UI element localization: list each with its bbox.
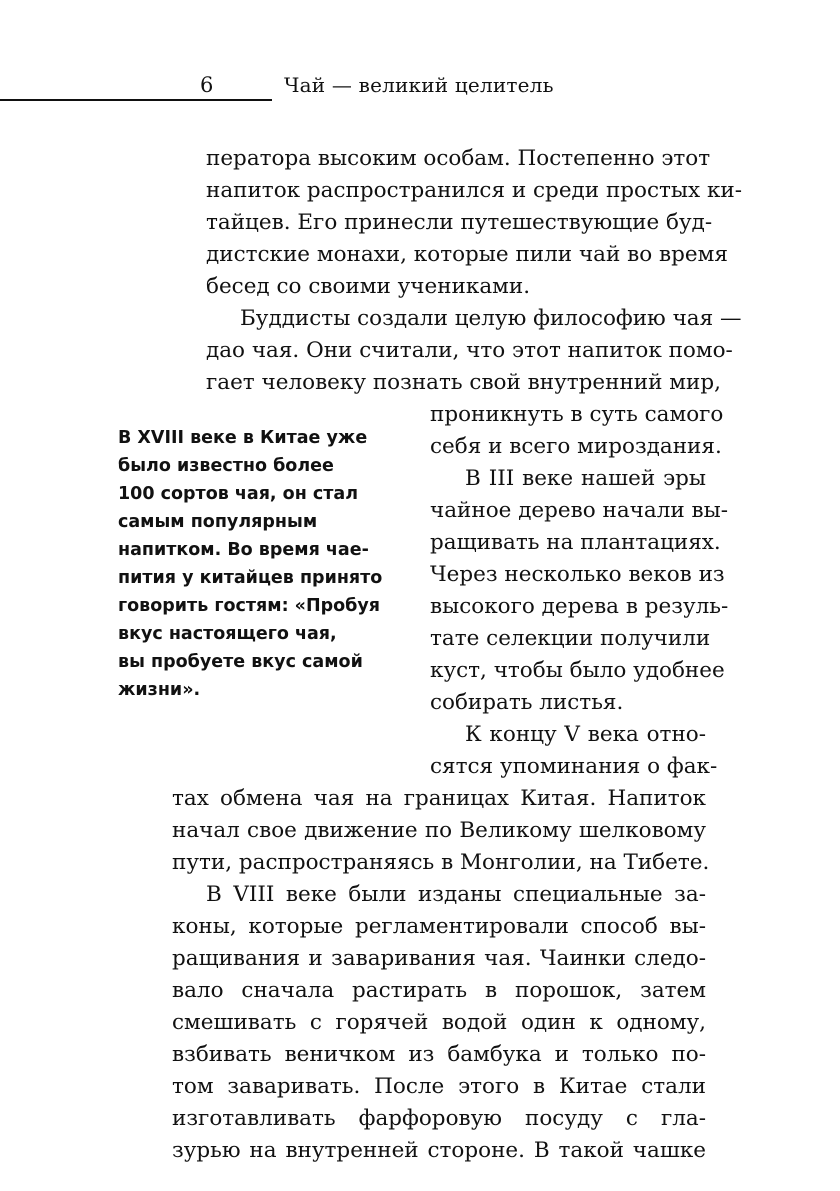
- header-rule: [0, 99, 272, 101]
- sidebar-line: вкус настоящего чая,: [118, 624, 337, 644]
- running-title: Чай — великий целитель: [284, 73, 554, 97]
- body-line: высокого дерева в резуль-: [430, 594, 729, 619]
- body-line: К концу V века отно-: [465, 722, 706, 747]
- body-line: коны, которые регламентировали способ вы-: [172, 914, 706, 939]
- sidebar-line: напитком. Во время чае-: [118, 540, 369, 560]
- body-line: пути, распространяясь в Монголии, на Тибете.: [172, 850, 710, 875]
- body-line: Через несколько веков из: [430, 562, 725, 587]
- body-line: дао чая. Они считали, что этот напиток помо-: [206, 338, 733, 363]
- body-line: смешивать с горячей водой один к одному,: [172, 1010, 706, 1035]
- body-line: напиток распространился и среди простых ки-: [206, 178, 743, 203]
- body-line: тате селекции получили: [430, 626, 711, 651]
- body-line: взбивать веничком из бамбука и только по-: [172, 1042, 706, 1067]
- body-line: проникнуть в суть самого: [430, 402, 724, 427]
- body-line: чайное дерево начали вы-: [430, 498, 729, 523]
- body-line: гает человеку познать свой внутренний мир,: [206, 370, 721, 395]
- body-line: дистские монахи, которые пили чай во время: [206, 242, 728, 267]
- body-line: ращивать на плантациях.: [430, 530, 721, 555]
- body-line: себя и всего мироздания.: [430, 434, 722, 459]
- sidebar-line: было известно более: [118, 456, 334, 476]
- body-line: сятся упоминания о фак-: [430, 754, 718, 779]
- body-line: том заваривать. После этого в Китае стали: [172, 1074, 706, 1099]
- sidebar-line: В XVIII веке в Китае уже: [118, 428, 368, 448]
- sidebar-line: жизни».: [118, 680, 201, 700]
- sidebar-line: самым популярным: [118, 512, 318, 532]
- body-line: ператора высоким особам. Постепенно этот: [206, 146, 711, 171]
- body-line: изготавливать фарфоровую посуду с гла-: [172, 1106, 706, 1131]
- body-line: куст, чтобы было удобнее: [430, 658, 725, 683]
- body-line: Буддисты создали целую философию чая —: [240, 306, 742, 331]
- body-line: В III веке нашей эры: [465, 466, 706, 491]
- body-line: тах обмена чая на границах Китая. Напиток: [172, 786, 706, 811]
- body-line: вало сначала растирать в порошок, затем: [172, 978, 706, 1003]
- body-line: ращивания и заваривания чая. Чаинки следо-: [172, 946, 706, 971]
- body-line: бесед со своими учениками.: [206, 274, 531, 299]
- sidebar-line: пития у китайцев принято: [118, 568, 383, 588]
- body-line: зурью на внутренней стороне. В такой чашке: [172, 1138, 706, 1163]
- sidebar-line: вы пробуете вкус самой: [118, 652, 363, 672]
- body-line: В VIII веке были изданы специальные за-: [206, 882, 706, 907]
- body-line: собирать листья.: [430, 690, 624, 715]
- sidebar-line: 100 сортов чая, он стал: [118, 484, 359, 504]
- sidebar-line: говорить гостям: «Пробуя: [118, 596, 381, 616]
- page-number: 6: [200, 73, 214, 97]
- body-line: тайцев. Его принесли путешествующие буд-: [206, 210, 713, 235]
- body-line: начал свое движение по Великому шелковому: [172, 818, 706, 843]
